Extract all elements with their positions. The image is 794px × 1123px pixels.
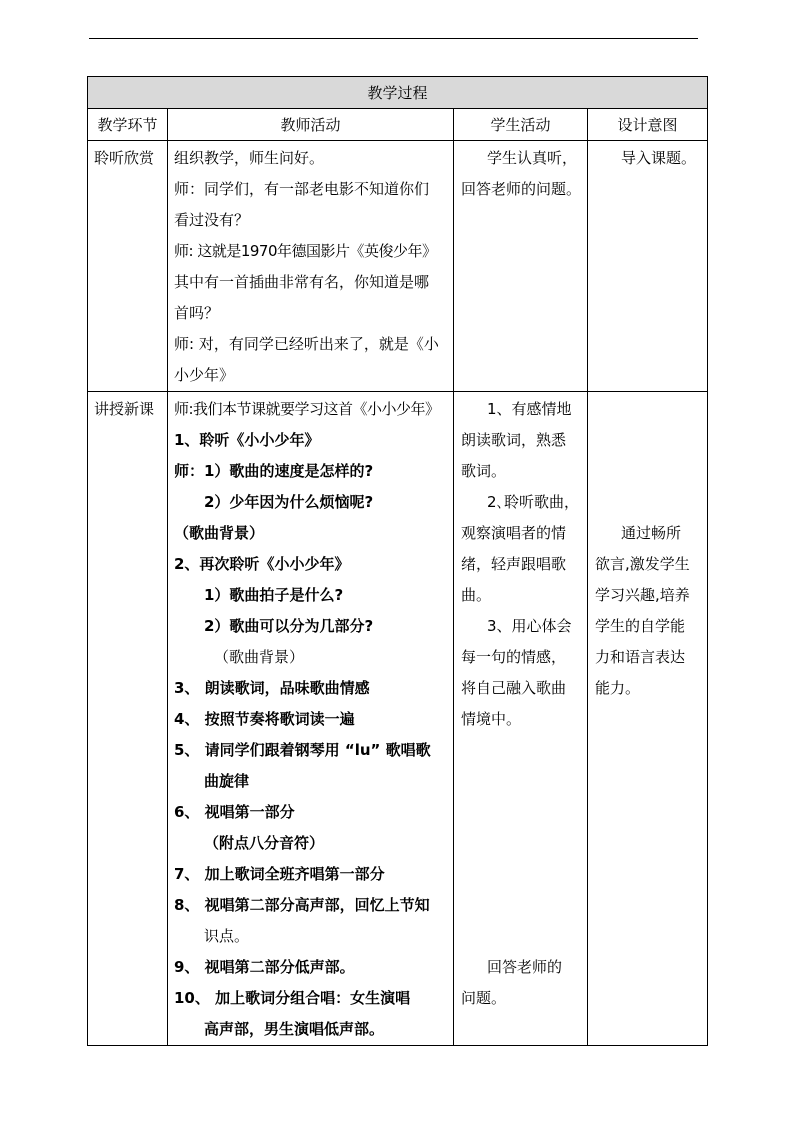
stage-cell: 聆听欣赏 bbox=[94, 149, 155, 167]
text-line: 每一句的情感， bbox=[461, 648, 567, 666]
text-line: 师：同学们，有一部老电影不知道你们 bbox=[174, 180, 430, 198]
text-line: 7、 加上歌词全班齐唱第一部分 bbox=[174, 865, 385, 883]
header-student-activity: 学生活动 bbox=[454, 109, 588, 141]
design-intent-cell bbox=[588, 392, 708, 1046]
text-line: 通过畅所 bbox=[621, 524, 682, 542]
teacher-activity-cell bbox=[168, 392, 454, 1046]
text-line: 其中有一首插曲非常有名，你知道是哪 bbox=[174, 273, 430, 291]
text-line: 小少年》 bbox=[174, 366, 235, 384]
text-line: 4、 按照节奏将歌词读一遍 bbox=[174, 710, 355, 728]
header-teacher-activity: 教师活动 bbox=[168, 109, 454, 141]
table-row bbox=[88, 392, 708, 1046]
text-line: 欲言,激发学生 bbox=[595, 555, 690, 573]
text-line: 将自己融入歌曲 bbox=[461, 679, 567, 697]
text-line: 曲。 bbox=[461, 586, 492, 604]
text-line: （歌曲背景） bbox=[174, 524, 265, 542]
text-line: 高声部，男生演唱低声部。 bbox=[204, 1020, 385, 1038]
header-stage: 教学环节 bbox=[88, 109, 168, 141]
text-line: 情境中。 bbox=[461, 710, 522, 728]
student-activity-cell bbox=[454, 392, 588, 1046]
text-line: 1、有感情地 bbox=[487, 400, 572, 418]
design-intent-cell bbox=[588, 141, 708, 392]
text-line: 6、 视唱第一部分 bbox=[174, 803, 295, 821]
text-line: 回答老师的 bbox=[487, 958, 563, 976]
text-line: 3、 朗读歌词，品味歌曲情感 bbox=[174, 679, 370, 697]
text-line: 朗读歌词，熟悉 bbox=[461, 431, 567, 449]
text-line: 师：1）歌曲的速度是怎样的? bbox=[174, 462, 374, 480]
text-line: 问题。 bbox=[461, 989, 507, 1007]
header-rule bbox=[89, 38, 698, 39]
text-line: 歌词。 bbox=[461, 462, 507, 480]
text-line: 5、 请同学们跟着钢琴用 “lu” 歌唱歌 bbox=[174, 741, 431, 759]
text-line: 力和语言表达 bbox=[595, 648, 686, 666]
text-line: 9、 视唱第二部分低声部。 bbox=[174, 958, 355, 976]
text-line: 8、 视唱第二部分高声部，回忆上节知 bbox=[174, 896, 430, 914]
text-line: 首吗？ bbox=[174, 304, 220, 322]
header-row bbox=[88, 109, 708, 141]
text-line: 2、再次聆听《小小少年》 bbox=[174, 555, 350, 573]
teacher-activity-cell bbox=[168, 141, 454, 392]
text-line: 学生认真听， bbox=[487, 149, 578, 167]
text-line: 组织教学，师生问好。 bbox=[174, 149, 325, 167]
table-row bbox=[88, 141, 708, 392]
text-line: 回答老师的问题。 bbox=[461, 180, 582, 198]
text-line: 学习兴趣,培养 bbox=[595, 586, 690, 604]
text-line: 3、用心体会 bbox=[487, 617, 572, 635]
text-line: 看过没有？ bbox=[174, 211, 250, 229]
text-line: 导入课题。 bbox=[621, 149, 697, 167]
text-line: 曲旋律 bbox=[204, 772, 250, 790]
text-line: 师: 这就是1970年德国影片《英俊少年》 bbox=[174, 242, 437, 260]
text-line: （附点八分音符） bbox=[204, 834, 325, 852]
text-line: 2､聆听歌曲， bbox=[487, 493, 580, 511]
student-activity-cell bbox=[454, 141, 588, 392]
text-line: 能力。 bbox=[595, 679, 641, 697]
text-line: 10、 加上歌词分组合唱：女生演唱 bbox=[174, 989, 411, 1007]
text-line: 绪，轻声跟唱歌 bbox=[461, 555, 567, 573]
table-title: 教学过程 bbox=[88, 77, 708, 109]
text-line: 2）歌曲可以分为几部分? bbox=[204, 617, 374, 635]
text-line: 观察演唱者的情 bbox=[461, 524, 567, 542]
teaching-process-table bbox=[87, 76, 708, 1046]
text-line: 学生的自学能 bbox=[595, 617, 686, 635]
text-line: 师:我们本节课就要学习这首《小小少年》 bbox=[174, 400, 440, 418]
text-line: 师: 对，有同学已经听出来了，就是《小 bbox=[174, 335, 439, 353]
text-line: 1、聆听《小小少年》 bbox=[174, 431, 320, 449]
text-line: 识点。 bbox=[204, 927, 250, 945]
text-line: 1）歌曲拍子是什么? bbox=[204, 586, 344, 604]
text-line: 2）少年因为什么烦恼呢? bbox=[204, 493, 374, 511]
text-line: （歌曲背景） bbox=[214, 648, 305, 666]
header-design-intent: 设计意图 bbox=[588, 109, 708, 141]
stage-cell: 讲授新课 bbox=[94, 400, 155, 418]
